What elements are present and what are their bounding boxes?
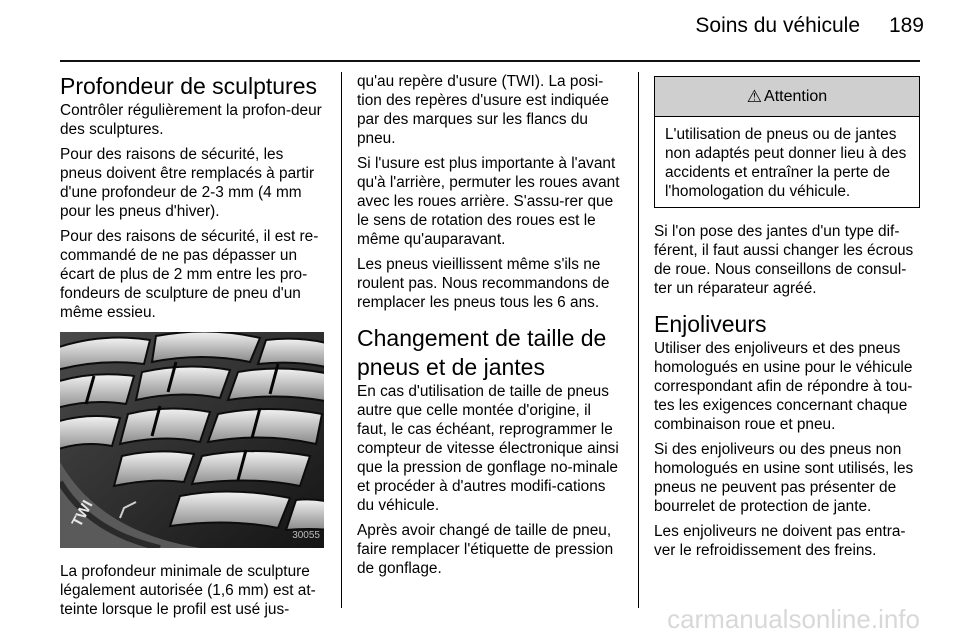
figure-number: 30055 <box>292 530 320 541</box>
paragraph: Utiliser des enjoliveurs et des pneus homologués en usine pour le véhicule correspondant afin de répondre à tou-tes les exigences concernant chaque combinaison roue et pneu. <box>654 340 913 433</box>
warning-header <box>655 77 919 117</box>
section-heading-wheel-covers: Enjoliveurs <box>654 311 767 337</box>
warning-text: L'utilisation de pneus ou de jantes non adaptés peut donner lieu à des accidents et entraîner la perte de l'homologation du véhicule. <box>665 126 907 200</box>
section-heading-tread-depth: Profondeur de sculptures <box>60 73 317 99</box>
paragraph: Pour des raisons de sécurité, il est re-commandé de ne pas dépasser un écart de plus de 2 mm entre les pro-fondeurs de sculpture de pneu d'un même essieu. <box>60 228 319 321</box>
watermark: carmanualsonline.info <box>667 604 920 634</box>
page-number: 189 <box>888 14 924 37</box>
paragraph: Les enjoliveurs ne doivent pas entra-ver le refroidissement des freins. <box>654 523 906 559</box>
paragraph: En cas d'utilisation de taille de pneus autre que celle montée d'origine, il faut, le cas échéant, reprogrammer le compteur de vitesse électronique ainsi que la pression de gonflage no-minale et procéder à d'autres modifi-cations du véhicule. <box>357 383 619 514</box>
paragraph: Si des enjoliveurs ou des pneus non homologués en usine sont utilisés, les pneus ne peuvent pas présenter de bourrelet de protection de jante. <box>654 441 914 515</box>
tire-tread-illustration <box>60 332 324 548</box>
warning-title: Attention <box>764 88 828 105</box>
warning-icon: ⚠ <box>746 87 763 106</box>
warning-box <box>654 76 920 208</box>
column-1 <box>60 72 326 625</box>
column-divider <box>341 72 342 608</box>
tire-tread-figure <box>60 332 324 548</box>
twi-label: TWI <box>68 497 97 530</box>
paragraph: qu'au repère d'usure (TWI). La posi-tion des repères d'usure est indiquée par des marques sur les flancs du pneu. <box>357 73 609 147</box>
paragraph: Si l'on pose des jantes d'un type dif-férent, il faut aussi changer les écrous de roue. Nous conseillons de consul-ter un réparateur agréé. <box>654 223 914 297</box>
paragraph: La profondeur minimale de sculpture légalement autorisée (1,6 mm) est at-teinte lorsque le profil est usé jus- <box>60 563 316 618</box>
header-rule <box>60 60 920 62</box>
column-2 <box>357 72 623 584</box>
paragraph: Les pneus vieillissent même s'ils ne roulent pas. Nous recommandons de remplacer les pneus tous les 6 ans. <box>357 256 610 311</box>
header-title: Soins du véhicule <box>695 14 860 37</box>
section-heading-tire-size-change: Changement de taille de pneus et de jantes <box>357 325 607 380</box>
paragraph: Pour des raisons de sécurité, les pneus doivent être remplacés à partir d'une profondeur de 2-3 mm (4 mm pour les pneus d'hiver). <box>60 146 315 220</box>
paragraph: Après avoir changé de taille de pneu, faire remplacer l'étiquette de pression de gonflage. <box>357 522 614 577</box>
paragraph: Si l'usure est plus importante à l'avant qu'à l'arrière, permuter les roues avant avec les roues arrière. S'assu-rer que le sens de rotation des roues est le même qu'auparavant. <box>357 155 620 248</box>
column-3 <box>654 72 920 566</box>
column-divider <box>638 72 639 608</box>
paragraph: Contrôler régulièrement la profon-deur des sculptures. <box>60 102 322 138</box>
